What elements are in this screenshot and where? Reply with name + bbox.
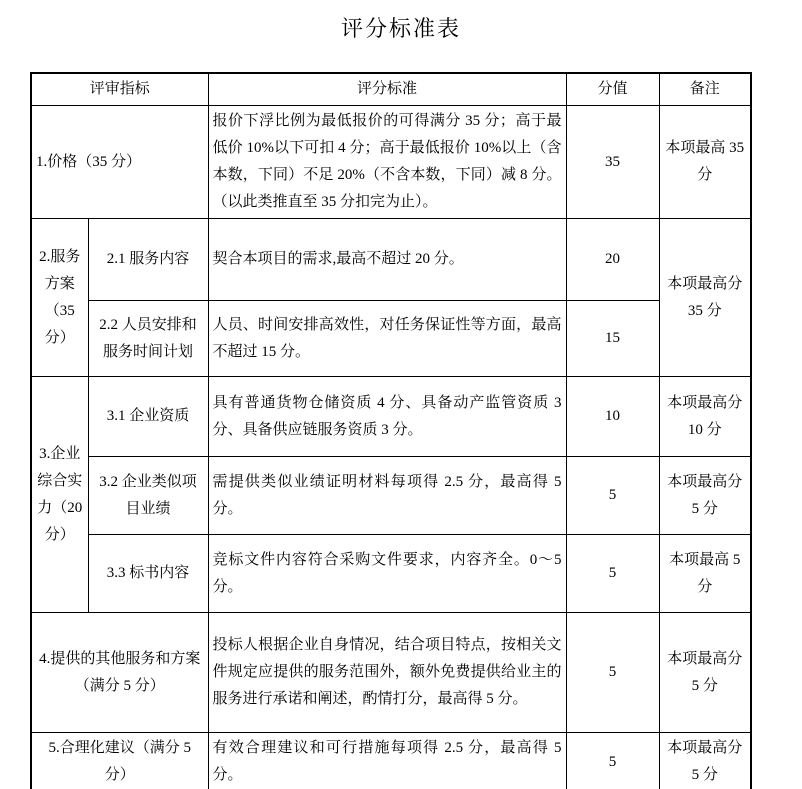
header-standard: 评分标准 bbox=[208, 73, 566, 106]
cell-remark-3-1: 本项最高分 10 分 bbox=[659, 377, 751, 457]
cell-score-3-1: 10 bbox=[566, 377, 659, 457]
cell-remark-suggestion: 本项最高分 5 分 bbox=[659, 733, 751, 789]
cell-score-2-2: 15 bbox=[566, 301, 659, 377]
table-row-extra-service bbox=[31, 613, 751, 733]
table-row-qualification bbox=[31, 377, 751, 457]
page-title: 评分标准表 bbox=[340, 16, 461, 41]
cell-sub-2-1: 2.1 服务内容 bbox=[88, 219, 208, 301]
cell-standard-3-3: 竞标文件内容符合采购文件要求，内容齐全。0～5 分。 bbox=[208, 535, 566, 613]
cell-standard-suggestion: 有效合理建议和可行措施每项得 2.5 分，最高得 5 分。 bbox=[208, 733, 566, 789]
cell-indicator-extra: 4.提供的其他服务和方案（满分 5 分） bbox=[31, 613, 208, 733]
scoring-standard-table bbox=[30, 72, 752, 789]
table-row-suggestion bbox=[31, 733, 751, 789]
cell-sub-3-2: 3.2 企业类似项目业绩 bbox=[88, 457, 208, 535]
cell-sub-2-2: 2.2 人员安排和服务时间计划 bbox=[88, 301, 208, 377]
cell-score-2-1: 20 bbox=[566, 219, 659, 301]
table-row-staff-schedule bbox=[31, 301, 751, 377]
cell-standard-3-1: 具有普通货物仓储资质 4 分、具备动产监管资质 3 分、具备供应链服务资质 3 分。 bbox=[208, 377, 566, 457]
table-row-service-content bbox=[31, 219, 751, 301]
cell-indicator-suggestion: 5.合理化建议（满分 5 分） bbox=[31, 733, 208, 789]
cell-remark-extra: 本项最高分 5 分 bbox=[659, 613, 751, 733]
cell-sub-3-1: 3.1 企业资质 bbox=[88, 377, 208, 457]
table-row-similar-projects bbox=[31, 457, 751, 535]
cell-standard-2-2: 人员、时间安排高效性，对任务保证性等方面，最高不超过 15 分。 bbox=[208, 301, 566, 377]
cell-remark-price: 本项最高 35 分 bbox=[659, 106, 751, 219]
cell-standard-3-2: 需提供类似业绩证明材料每项得 2.5 分，最高得 5 分。 bbox=[208, 457, 566, 535]
cell-remark-3-2: 本项最高分 5 分 bbox=[659, 457, 751, 535]
cell-sub-3-3: 3.3 标书内容 bbox=[88, 535, 208, 613]
cell-score-suggestion: 5 bbox=[566, 733, 659, 789]
cell-group-service: 2.服务方案（35 分） bbox=[31, 219, 88, 377]
cell-group-strength: 3.企业综合实力（20 分） bbox=[31, 377, 88, 613]
cell-score-price: 35 bbox=[566, 106, 659, 219]
cell-score-extra: 5 bbox=[566, 613, 659, 733]
cell-remark-3-3: 本项最高 5 分 bbox=[659, 535, 751, 613]
table-row-price bbox=[31, 106, 751, 219]
cell-standard-price: 报价下浮比例为最低报价的可得满分 35 分；高于最低价 10%以下可扣 4 分；高于最低报价 10%以上（含本数，下同）不足 20%（不含本数，下同）减 8 分。（以此类推直至 35 分扣完为止）。 bbox=[208, 106, 566, 219]
cell-indicator-price: 1.价格（35 分） bbox=[31, 106, 208, 219]
table-row-bid-document bbox=[31, 535, 751, 613]
cell-standard-extra: 投标人根据企业自身情况，结合项目特点，按相关文件规定应提供的服务范围外，额外免费提供给业主的服务进行承诺和阐述，酌情打分，最高得 5 分。 bbox=[208, 613, 566, 733]
header-indicator: 评审指标 bbox=[31, 73, 208, 106]
cell-remark-service: 本项最高分 35 分 bbox=[659, 219, 751, 377]
cell-score-3-3: 5 bbox=[566, 535, 659, 613]
cell-score-3-2: 5 bbox=[566, 457, 659, 535]
header-score: 分值 bbox=[566, 73, 659, 106]
header-remark: 备注 bbox=[659, 73, 751, 106]
table-header-row bbox=[31, 73, 751, 106]
cell-standard-2-1: 契合本项目的需求,最高不超过 20 分。 bbox=[208, 219, 566, 301]
